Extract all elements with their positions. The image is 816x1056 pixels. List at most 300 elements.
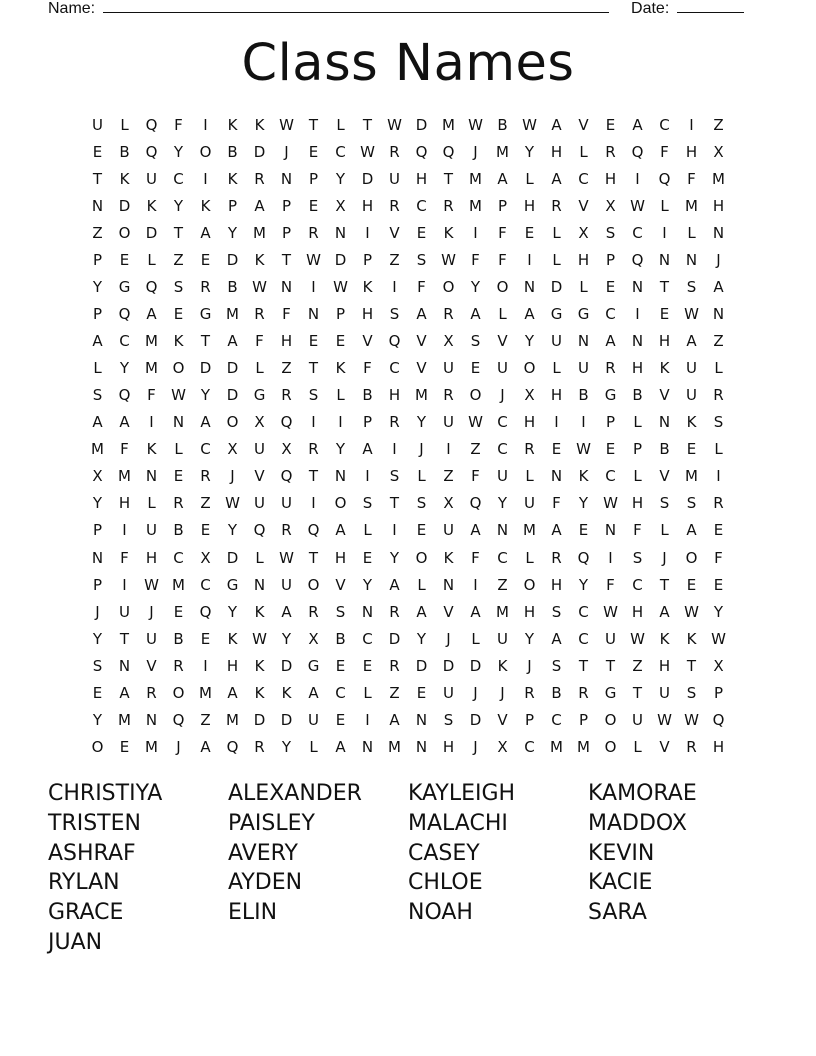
grid-letter: R	[389, 413, 400, 432]
grid-letter: S	[92, 386, 103, 405]
grid-letter: Q	[118, 305, 131, 324]
grid-letter: J	[230, 467, 235, 486]
word-list-item: AVERY	[228, 840, 298, 866]
grid-letter: L	[525, 170, 534, 189]
grid-letter: F	[660, 143, 669, 162]
grid-letter: L	[336, 386, 345, 405]
grid-letter: S	[308, 386, 319, 405]
grid-letter: P	[92, 575, 103, 594]
grid-letter: O	[604, 710, 617, 729]
grid-letter: E	[416, 521, 427, 540]
grid-letter: L	[309, 737, 318, 756]
grid-letter: R	[551, 197, 562, 216]
grid-letter: D	[442, 656, 455, 675]
grid-letter: Y	[578, 494, 589, 513]
word-list-item: SARA	[588, 900, 647, 926]
grid-letter: H	[523, 197, 536, 216]
grid-letter: A	[227, 332, 238, 351]
grid-letter: M	[442, 116, 455, 134]
grid-letter: P	[605, 413, 616, 432]
grid-letter: B	[227, 143, 238, 162]
grid-letter: J	[149, 602, 154, 621]
grid-letter: V	[416, 332, 427, 351]
grid-letter: E	[551, 440, 562, 459]
grid-letter: C	[335, 143, 346, 162]
grid-letter: L	[633, 737, 642, 756]
grid-letter: H	[415, 170, 428, 189]
grid-letter: E	[173, 602, 184, 621]
grid-letter: O	[334, 494, 347, 513]
grid-letter: K	[281, 683, 292, 702]
grid-letter: T	[443, 170, 454, 189]
grid-letter: F	[147, 386, 156, 405]
grid-letter: L	[147, 251, 156, 270]
grid-letter: Y	[92, 710, 103, 729]
grid-letter: V	[497, 332, 508, 351]
grid-letter: L	[660, 521, 669, 540]
grid-letter: N	[307, 305, 320, 324]
grid-letter: Z	[497, 575, 508, 594]
grid-letter: W	[522, 116, 537, 134]
grid-letter: W	[603, 602, 618, 621]
word-list	[48, 779, 768, 958]
grid-letter: Q	[253, 521, 266, 540]
grid-letter: C	[524, 737, 535, 756]
grid-letter: P	[281, 197, 292, 216]
grid-letter: H	[280, 332, 293, 351]
grid-letter: Z	[200, 710, 211, 729]
grid-letter: U	[686, 359, 697, 378]
grid-letter: X	[578, 224, 589, 243]
grid-letter: C	[497, 440, 508, 459]
grid-letter: V	[254, 467, 265, 486]
grid-letter: Q	[145, 143, 158, 162]
grid-letter: N	[604, 521, 617, 540]
grid-letter: S	[335, 602, 346, 621]
grid-letter: R	[173, 494, 184, 513]
grid-letter: W	[306, 251, 321, 270]
grid-letter: S	[551, 656, 562, 675]
grid-letter: H	[712, 737, 725, 756]
grid-letter: D	[118, 197, 131, 216]
grid-letter: A	[551, 629, 562, 648]
grid-letter: W	[657, 710, 672, 729]
grid-letter: Q	[280, 413, 293, 432]
grid-letter: J	[662, 548, 667, 567]
grid-letter: G	[199, 305, 212, 324]
grid-letter: A	[659, 602, 670, 621]
grid-letter: R	[308, 602, 319, 621]
grid-letter: W	[576, 440, 591, 459]
grid-letter: W	[225, 494, 240, 513]
grid-letter: L	[147, 494, 156, 513]
grid-letter: E	[119, 251, 130, 270]
word-list-item: CHLOE	[408, 870, 483, 896]
grid-letter: C	[578, 170, 589, 189]
grid-letter: B	[659, 440, 670, 459]
grid-letter: A	[335, 737, 346, 756]
grid-letter: O	[226, 413, 239, 432]
grid-letter: V	[362, 332, 373, 351]
grid-letter: F	[282, 305, 291, 324]
grid-letter: W	[468, 116, 483, 134]
grid-letter: J	[500, 683, 505, 702]
grid-letter: S	[389, 305, 400, 324]
grid-letter: I	[365, 710, 370, 729]
word-list-item: ALEXANDER	[228, 781, 362, 806]
grid-letter: X	[308, 629, 319, 648]
grid-letter: M	[496, 143, 509, 162]
grid-letter: C	[497, 413, 508, 432]
grid-letter: F	[471, 467, 480, 486]
grid-letter: G	[118, 278, 131, 297]
grid-letter: A	[335, 521, 346, 540]
grid-letter: N	[91, 548, 104, 567]
grid-letter: A	[281, 602, 292, 621]
grid-letter: H	[631, 359, 644, 378]
grid-letter: V	[578, 116, 589, 134]
grid-letter: E	[335, 656, 346, 675]
grid-letter: A	[713, 278, 724, 297]
grid-letter: L	[579, 278, 588, 297]
grid-letter: L	[525, 548, 534, 567]
grid-letter: E	[119, 737, 130, 756]
grid-letter: N	[415, 710, 428, 729]
grid-letter: K	[443, 548, 454, 567]
grid-letter: S	[416, 494, 427, 513]
word-list-item: AYDEN	[228, 870, 303, 896]
grid-letter: H	[604, 170, 617, 189]
grid-letter: A	[605, 332, 616, 351]
grid-letter: N	[550, 467, 563, 486]
grid-letter: S	[416, 251, 427, 270]
grid-letter: W	[441, 251, 456, 270]
grid-letter: Y	[335, 440, 346, 459]
grid-letter: I	[527, 251, 532, 270]
grid-letter: X	[713, 656, 724, 675]
header	[48, 0, 744, 18]
grid-letter: H	[361, 197, 374, 216]
grid-letter: X	[497, 737, 508, 756]
grid-letter: I	[149, 413, 154, 432]
grid-letter: D	[226, 359, 239, 378]
grid-letter: H	[550, 575, 563, 594]
grid-letter: K	[362, 278, 373, 297]
grid-letter: L	[498, 305, 507, 324]
grid-letter: U	[443, 683, 454, 702]
grid-letter: Y	[470, 278, 481, 297]
grid-letter: C	[200, 575, 211, 594]
grid-letter: W	[603, 494, 618, 513]
grid-letter: H	[712, 197, 725, 216]
grid-letter: I	[122, 521, 127, 540]
grid-letter: Z	[281, 359, 292, 378]
grid-letter: O	[91, 737, 104, 756]
grid-letter: H	[631, 494, 644, 513]
grid-letter: E	[200, 629, 211, 648]
grid-letter: U	[254, 440, 265, 459]
grid-letter: D	[388, 629, 401, 648]
grid-letter: N	[496, 521, 509, 540]
grid-letter: J	[473, 143, 478, 162]
grid-letter: U	[551, 332, 562, 351]
grid-letter: X	[92, 467, 103, 486]
grid-letter: Y	[92, 278, 103, 297]
grid-letter: L	[579, 143, 588, 162]
grid-letter: E	[713, 575, 724, 594]
grid-letter: I	[365, 467, 370, 486]
grid-letter: Q	[226, 737, 239, 756]
grid-letter: W	[684, 710, 699, 729]
grid-letter: H	[523, 413, 536, 432]
grid-letter: E	[416, 683, 427, 702]
grid-letter: U	[146, 629, 157, 648]
word-list-item: TRISTEN	[48, 810, 141, 836]
grid-letter: U	[119, 602, 130, 621]
grid-letter: Y	[281, 737, 292, 756]
grid-letter: C	[659, 116, 670, 134]
grid-letter: U	[632, 710, 643, 729]
grid-letter: Y	[119, 359, 130, 378]
grid-letter: T	[389, 494, 400, 513]
grid-letter: E	[173, 305, 184, 324]
grid-letter: B	[335, 629, 346, 648]
grid-letter: Q	[658, 170, 671, 189]
grid-letter: J	[473, 683, 478, 702]
grid-letter: W	[279, 548, 294, 567]
grid-letter: L	[552, 224, 561, 243]
grid-letter: D	[550, 278, 563, 297]
grid-letter: Y	[281, 629, 292, 648]
grid-letter: Q	[145, 278, 158, 297]
grid-letter: A	[389, 710, 400, 729]
grid-letter: E	[200, 521, 211, 540]
grid-letter: C	[605, 467, 616, 486]
grid-letter: L	[633, 467, 642, 486]
grid-letter: W	[387, 116, 402, 134]
name-label: Name:	[48, 0, 96, 17]
grid-letter: V	[416, 359, 427, 378]
word-list-item: MALACHI	[408, 810, 508, 836]
grid-letter: X	[281, 440, 292, 459]
grid-letter: C	[551, 710, 562, 729]
grid-letter: R	[173, 656, 184, 675]
grid-letter: F	[687, 170, 696, 189]
grid-letter: Y	[92, 629, 103, 648]
grid-letter: F	[633, 521, 642, 540]
grid-letter: S	[92, 656, 103, 675]
grid-letter: S	[686, 494, 697, 513]
grid-letter: I	[122, 575, 127, 594]
grid-letter: Y	[227, 224, 238, 243]
grid-letter: U	[146, 521, 157, 540]
grid-letter: A	[200, 224, 211, 243]
grid-letter: P	[362, 251, 373, 270]
grid-letter: N	[712, 224, 725, 243]
grid-letter: D	[253, 710, 266, 729]
grid-letter: C	[173, 170, 184, 189]
grid-letter: T	[308, 548, 319, 567]
grid-letter: N	[523, 278, 536, 297]
grid-letter: R	[308, 224, 319, 243]
grid-letter: N	[361, 602, 374, 621]
grid-letter: I	[203, 656, 208, 675]
grid-letter: O	[172, 683, 185, 702]
name-blank[interactable]	[103, 0, 609, 13]
grid-letter: E	[200, 251, 211, 270]
grid-letter: L	[255, 359, 264, 378]
grid-letter: F	[471, 251, 480, 270]
grid-letter: E	[362, 656, 373, 675]
grid-letter: C	[578, 629, 589, 648]
grid-letter: I	[203, 116, 208, 134]
grid-letter: U	[578, 359, 589, 378]
grid-letter: K	[200, 197, 211, 216]
grid-letter: J	[473, 737, 478, 756]
word-list-item: CASEY	[408, 840, 480, 866]
grid-letter: X	[443, 332, 454, 351]
grid-letter: U	[497, 359, 508, 378]
grid-letter: I	[365, 224, 370, 243]
grid-letter: D	[280, 710, 293, 729]
grid-letter: E	[173, 467, 184, 486]
grid-letter: E	[605, 278, 616, 297]
grid-letter: Z	[632, 656, 643, 675]
grid-letter: M	[415, 386, 428, 405]
grid-letter: Y	[173, 197, 184, 216]
grid-letter: K	[173, 332, 184, 351]
grid-letter: Z	[389, 251, 400, 270]
grid-letter: F	[174, 116, 183, 134]
grid-letter: W	[279, 116, 294, 134]
grid-letter: Z	[173, 251, 184, 270]
grid-letter: L	[363, 683, 372, 702]
grid-letter: E	[92, 683, 103, 702]
grid-letter: A	[227, 683, 238, 702]
grid-letter: N	[577, 332, 590, 351]
grid-letter: J	[527, 656, 532, 675]
grid-letter: O	[496, 278, 509, 297]
grid-letter: L	[417, 575, 426, 594]
grid-letter: U	[281, 494, 292, 513]
grid-letter: Z	[443, 467, 454, 486]
grid-letter: Q	[199, 602, 212, 621]
grid-letter: G	[253, 386, 266, 405]
grid-letter: H	[145, 548, 158, 567]
grid-letter: J	[716, 251, 721, 270]
grid-letter: Y	[227, 521, 238, 540]
grid-letter: R	[605, 143, 616, 162]
grid-letter: R	[389, 602, 400, 621]
grid-letter: A	[416, 305, 427, 324]
grid-letter: P	[497, 197, 508, 216]
grid-letter: P	[605, 251, 616, 270]
grid-letter: P	[632, 440, 643, 459]
grid-letter: V	[659, 467, 670, 486]
grid-letter: M	[550, 737, 563, 756]
grid-letter: R	[254, 170, 265, 189]
grid-letter: C	[497, 548, 508, 567]
word-list-item: KACIE	[588, 870, 653, 896]
grid-letter: I	[635, 305, 640, 324]
grid-letter: V	[497, 710, 508, 729]
grid-letter: X	[254, 413, 265, 432]
grid-letter: S	[443, 710, 454, 729]
grid-letter: A	[470, 602, 481, 621]
grid-letter: M	[469, 170, 482, 189]
grid-letter: A	[92, 332, 103, 351]
grid-letter: Y	[524, 143, 535, 162]
grid-letter: E	[308, 143, 319, 162]
grid-letter: F	[120, 440, 129, 459]
grid-letter: Q	[631, 251, 644, 270]
grid-letter: Q	[307, 521, 320, 540]
grid-letter: P	[92, 521, 103, 540]
grid-letter: J	[284, 143, 289, 162]
grid-letter: Y	[524, 629, 535, 648]
grid-letter: B	[551, 683, 562, 702]
grid-letter: A	[686, 521, 697, 540]
grid-letter: K	[146, 440, 157, 459]
grid-letter: T	[362, 116, 373, 134]
grid-letter: I	[473, 224, 478, 243]
grid-letter: Z	[200, 494, 211, 513]
grid-letter: Y	[200, 386, 211, 405]
grid-letter: T	[686, 656, 697, 675]
grid-letter: L	[525, 467, 534, 486]
grid-letter: W	[630, 629, 645, 648]
grid-letter: Q	[469, 494, 482, 513]
grid-letter: U	[443, 521, 454, 540]
grid-letter: C	[416, 197, 427, 216]
word-list-item: ELIN	[228, 900, 278, 926]
grid-letter: R	[200, 278, 211, 297]
grid-letter: Y	[173, 143, 184, 162]
grid-letter: E	[605, 440, 616, 459]
grid-letter: Y	[389, 548, 400, 567]
grid-letter: O	[523, 359, 536, 378]
grid-letter: O	[118, 224, 131, 243]
grid-letter: H	[685, 143, 698, 162]
grid-letter: M	[118, 467, 131, 486]
grid-letter: I	[689, 116, 694, 134]
grid-letter: E	[335, 332, 346, 351]
grid-letter: M	[145, 359, 158, 378]
date-blank[interactable]	[677, 0, 744, 13]
grid-letter: N	[685, 251, 698, 270]
grid-letter: C	[632, 575, 643, 594]
word-list-item: KAYLEIGH	[408, 781, 516, 806]
grid-letter: W	[684, 602, 699, 621]
grid-letter: D	[361, 170, 374, 189]
grid-letter: E	[308, 332, 319, 351]
grid-letter: M	[577, 737, 590, 756]
grid-letter: E	[362, 548, 373, 567]
grid-letter: N	[145, 467, 158, 486]
grid-letter: V	[578, 197, 589, 216]
grid-letter: D	[469, 710, 482, 729]
grid-letter: D	[226, 386, 239, 405]
grid-letter: H	[361, 305, 374, 324]
grid-letter: E	[92, 143, 103, 162]
grid-letter: C	[632, 224, 643, 243]
grid-letter: T	[659, 278, 670, 297]
grid-letter: N	[658, 251, 671, 270]
grid-letter: K	[146, 197, 157, 216]
grid-letter: I	[392, 440, 397, 459]
grid-letter: S	[686, 278, 697, 297]
word-list-item: CHRISTIYA	[48, 781, 163, 806]
